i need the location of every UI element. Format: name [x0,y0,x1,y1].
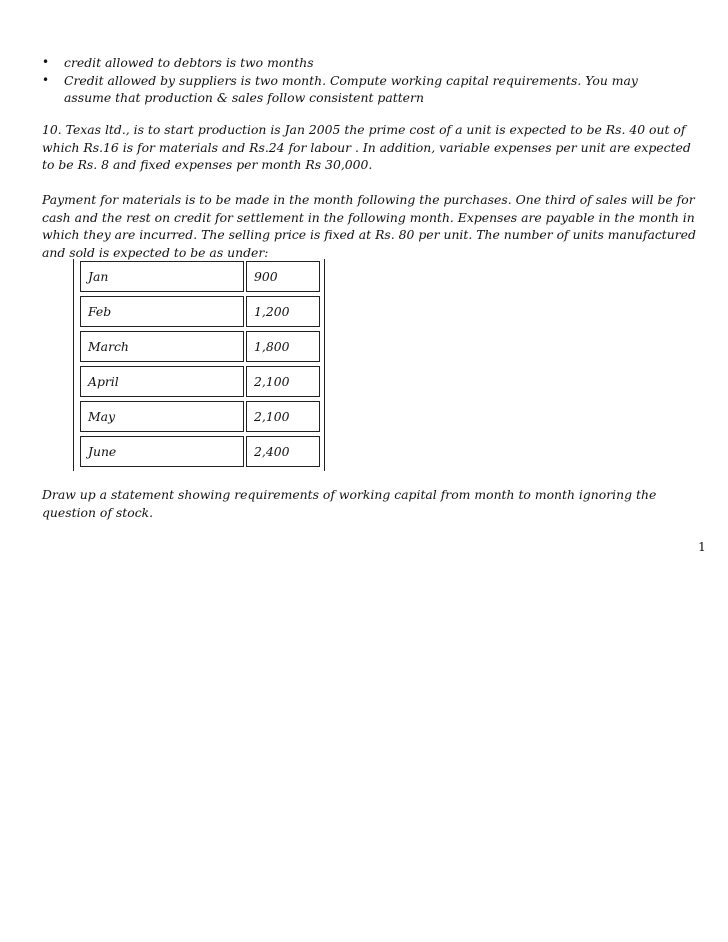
bullet-item [42,72,682,107]
units-cell: 2,100 [246,401,320,432]
month-cell: Feb [80,296,244,327]
units-table-frame [73,259,325,471]
closing-instruction-paragraph: Draw up a statement showing requirements of working capital from month to month ignoring the question of stock. [42,487,657,520]
payment-terms-paragraph: Payment for materials is to be made in the month following the purchases. One third of sales will be for cash and the rest on credit for settlement in the following month. Expenses are payable in the month in which they are incurred. The selling price is fixed at Rs. 80 per unit. The number of units manufactured and sold is expected to be as under: [42,192,696,260]
units-table [78,257,322,471]
table-row [80,436,320,467]
table-row [80,261,320,292]
bullet-dot-icon: • [42,72,50,87]
bullet-text: credit allowed to debtors is two months [64,55,314,70]
page-number: 1 [698,539,706,554]
month-cell: May [80,401,244,432]
units-cell: 2,400 [246,436,320,467]
bullet-item [42,54,682,72]
month-cell: June [80,436,244,467]
units-cell: 2,100 [246,366,320,397]
month-cell: March [80,331,244,362]
question-10-paragraph: 10. Texas ltd., is to start production is Jan 2005 the prime cost of a unit is expected to be Rs. 40 out of which Rs.16 is for materials and Rs.24 for labour . In addition, variable expenses per unit are expected to be Rs. 8 and fixed expenses per month Rs 30,000. [42,122,691,172]
table-row [80,401,320,432]
assumption-bullet-list [42,54,682,107]
table-row [80,296,320,327]
table-row [80,331,320,362]
table-row [80,366,320,397]
units-cell: 1,200 [246,296,320,327]
month-cell: Jan [80,261,244,292]
bullet-text: Credit allowed by suppliers is two month. Compute working capital requirements. You may assume that production & sales follow consistent pattern [64,72,638,105]
units-cell: 1,800 [246,331,320,362]
units-cell: 900 [246,261,320,292]
month-cell: April [80,366,244,397]
bullet-dot-icon: • [42,55,50,69]
